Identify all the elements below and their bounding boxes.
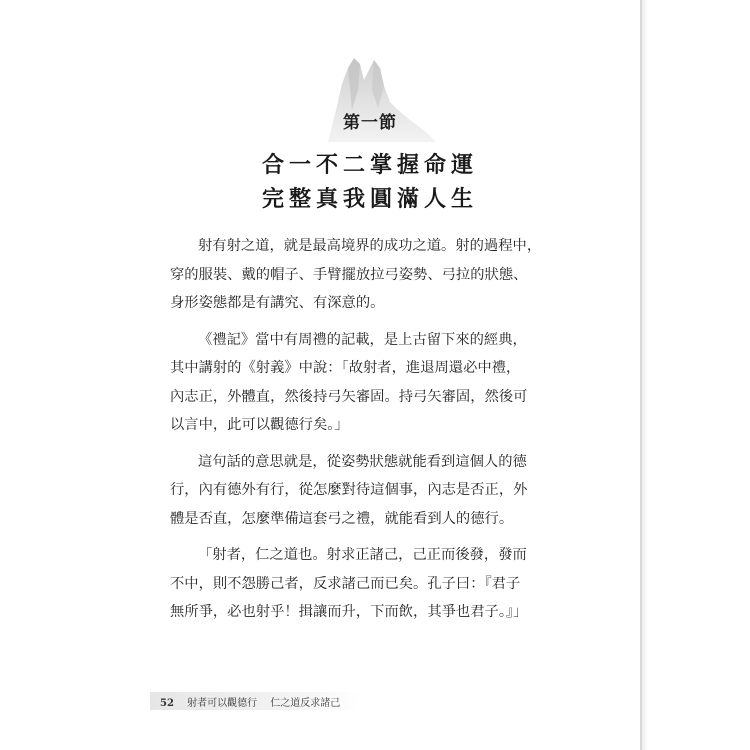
paragraph bbox=[170, 448, 580, 534]
text-line: 「射者，仁之道也。射求正諸己，己正而後發，發而 bbox=[198, 547, 527, 563]
text-line: 這句話的意思就是，從姿勢狀態就能看到這個人的德 bbox=[198, 453, 527, 470]
running-book-title: 射者可以觀德行 bbox=[187, 698, 258, 709]
chapter-title-line-2: 完整真我圓滿人生 bbox=[261, 186, 478, 212]
page-edge-shadow bbox=[642, 0, 648, 750]
text-line: 《禮記》當中有周禮的記載，是上古留下來的經典， bbox=[198, 331, 527, 348]
text-line: 無所爭，必也射乎！揖讓而升，下而飲，其爭也君子。』」 bbox=[170, 604, 528, 620]
chapter-title-line-1: 合一不二掌握命運 bbox=[261, 152, 478, 178]
paragraph bbox=[170, 326, 580, 440]
text-line: 身形姿態都是有講究、有深意的。 bbox=[170, 295, 385, 311]
text-line: 射有射之道，就是最高境界的成功之道。射的過程中， bbox=[198, 238, 542, 254]
text-line: 穿的服裝、戴的帽子、手臂擺放拉弓姿勢、弓拉的狀態、 bbox=[170, 266, 528, 283]
text-line: 體是否直，怎麼準備這套弓之禮，就能看到人的德行。 bbox=[170, 510, 514, 527]
paragraph bbox=[170, 541, 580, 627]
page-number: 52 bbox=[160, 698, 174, 709]
section-label: 第一節 bbox=[343, 113, 397, 133]
text-line: 以言中，此可以觀德行矣。」 bbox=[170, 417, 349, 433]
body-text bbox=[170, 232, 580, 635]
running-chapter-title: 仁之道反求諸己 bbox=[270, 698, 341, 709]
page-footer bbox=[160, 694, 340, 709]
text-line: 不中，則不怨勝己者，反求諸己而已矣。孔子曰：『君子 bbox=[170, 575, 521, 592]
text-line: 行，內有德外有行，從怎麼對待這個事，內志是否正，外 bbox=[170, 482, 528, 498]
text-line: 其中講射的《射義》中說：「故射者，進退周還必中禮， bbox=[170, 360, 521, 376]
text-line: 內志正，外體直，然後持弓矢審固。持弓矢審固，然後可 bbox=[170, 388, 528, 405]
paragraph bbox=[170, 232, 580, 318]
